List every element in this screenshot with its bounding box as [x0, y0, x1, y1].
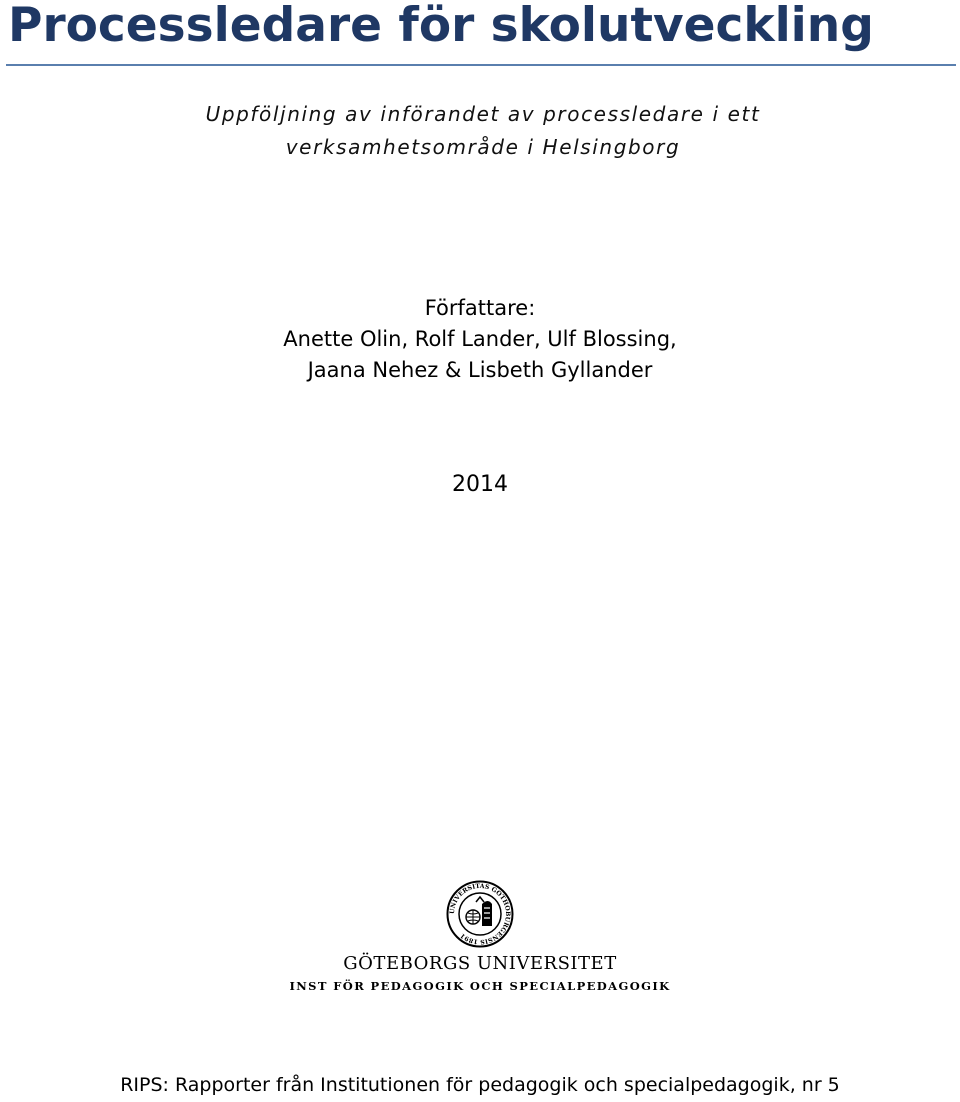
university-seal-icon [446, 880, 514, 948]
institution-name: INST FÖR PEDAGOGIK OCH SPECIALPEDAGOGIK [289, 979, 671, 993]
report-series: RIPS: Rapporter från Institutionen för pedagogik och specialpedagogik, nr 5 [120, 1074, 840, 1096]
authors-line-1: Anette Olin, Rolf Lander, Ulf Blossing, [283, 327, 677, 351]
publication-year: 2014 [452, 472, 508, 497]
subtitle-line-1: Uppföljning av införandet av processledare i ett [205, 102, 761, 126]
authors-block [0, 293, 960, 386]
authors-line-2: Jaana Nehez & Lisbeth Gyllander [307, 358, 653, 382]
seal-text: UNIVERSITAS GOTHOBURGENSIS 1891 [448, 882, 512, 946]
university-name: GÖTEBORGS UNIVERSITET [343, 953, 617, 974]
authors-label: Författare: [424, 296, 536, 320]
subtitle-line-2: verksamhetsområde i Helsingborg [285, 135, 681, 159]
document-subtitle [0, 98, 960, 164]
document-title: Processledare för skolutveckling [8, 0, 874, 53]
title-divider [6, 64, 956, 66]
